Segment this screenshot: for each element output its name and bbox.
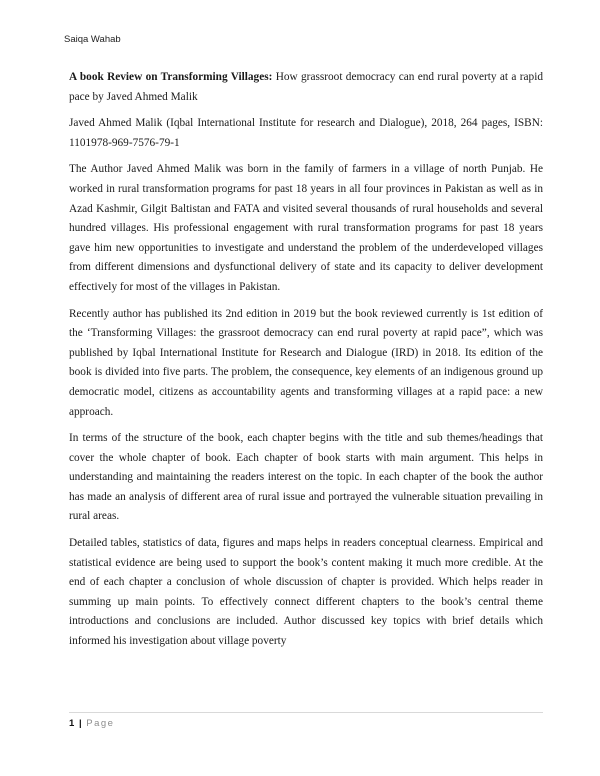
paragraph-author-background: The Author Javed Ahmed Malik was born in the family of farmers in a village of north Punjab. He worked in rural transformation programs for past 18 years in all four provinces in Pakistan as well as in Azad Kashmir, Gilgit Baltistan and FATA and visited several thousands of rural households and several hundred villages. His professional engagement with rural transformation programs for past 18 years gave him new opportunities to investigate and understand the problem of the underdeveloped villages from different dimensions and dysfunctional delivery of state and its capacity to deliver development effectively for most of the villages in Pakistan. xyxy=(69,163,543,293)
review-title xyxy=(69,68,543,107)
page-number: 1 xyxy=(69,718,75,729)
paragraph-structure: In terms of the structure of the book, each chapter begins with the title and sub themes/headings that cover the whole chapter of book. Each chapter of book starts with main argument. This helps in understanding and maintaining the readers interest on the topic. In each chapter of the book the author has made an analysis of different area of rural issue and portrayed the vulnerable situation prevailing in rural areas. xyxy=(69,432,543,523)
book-citation: Javed Ahmed Malik (Iqbal International Institute for research and Dialogue), 2018, 264 pages, ISBN: 1101978-969-7576-79-1 xyxy=(69,117,543,149)
page-separator: | xyxy=(78,718,82,729)
document-body xyxy=(69,68,543,659)
page-footer xyxy=(69,712,543,729)
review-title-bold: A book Review on Transforming Villages: xyxy=(69,71,273,83)
running-header-author: Saiqa Wahab xyxy=(64,34,121,45)
review-title-rest: How grassroot democracy can end rural poverty at a rapid pace by Javed Ahmed Malik xyxy=(69,71,543,103)
paragraph-edition: Recently author has published its 2nd edition in 2019 but the book reviewed currently is 1st edition of the ‘Transforming Villages: the grassroot democracy can end rural poverty at rapid pace”, which was published by Iqbal International Institute for Research and Dialogue (IRD) in 2018. Its edition of the book is divided into five parts. The problem, the consequence, key elements of an indigenous ground up democratic model, citizens as accountability agents and transforming villages at a rapid pace: a new approach. xyxy=(69,307,543,418)
paragraph-evidence: Detailed tables, statistics of data, figures and maps helps in readers conceptual clearness. Empirical and statistical evidence are being used to support the book’s content making it much more credible. At the end of each chapter a conclusion of whole discussion of chapter is provided. Which helps reader in summing up main points. To effectively connect different chapters to the book’s central theme introductions and conclusions are included. Author discussed key topics with brief details which informed his investigation about village poverty xyxy=(69,537,543,648)
page-label: Page xyxy=(86,718,115,729)
